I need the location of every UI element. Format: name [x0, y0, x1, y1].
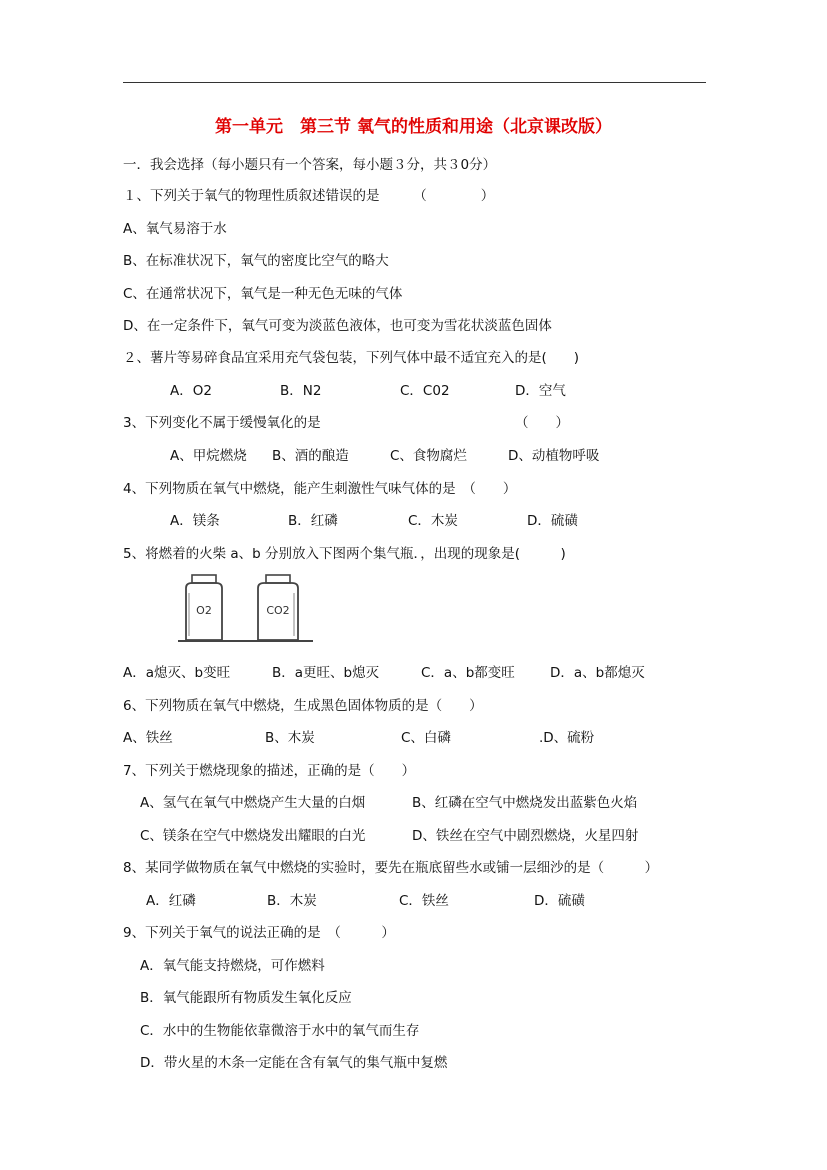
question-1-option-c: C、在通常状况下，氧气是一种无色无味的气体 [123, 286, 403, 302]
question-7-option-a: A、氢气在氧气中燃烧产生大量的白烟 [140, 795, 366, 811]
question-5-option-c: C．a、b都变旺 [421, 665, 515, 681]
question-2-stem: ２、薯片等易碎食品宜采用充气袋包装，下列气体中最不适宜充入的是( ) [123, 350, 580, 366]
question-7-option-c: C、镁条在空气中燃烧发出耀眼的白光 [140, 828, 366, 844]
question-8-stem: 8、某同学做物质在氧气中燃烧的实验时，要先在瓶底留些水或铺一层细沙的是（ ） [123, 860, 659, 876]
question-5-option-d: D．a、b都熄灭 [550, 665, 645, 681]
question-3-option-a: A、甲烷燃烧 [170, 448, 247, 464]
question-5-stem: 5、将燃着的火柴 a、b 分别放入下图两个集气瓶．，出现的现象是( ) [123, 546, 566, 562]
question-5-option-b: B．a更旺、b熄灭 [272, 665, 380, 681]
question-1-option-d: D、在一定条件下，氧气可变为淡蓝色液体，也可变为雪花状淡蓝色固体 [123, 318, 552, 334]
question-6-option-a: A、铁丝 [123, 730, 173, 746]
section-heading: 一．我会选择（每小题只有一个答案，每小题３分，共３0分） [123, 157, 497, 173]
question-1-option-b: B、在标准状况下，氧气的密度比空气的略大 [123, 253, 389, 269]
question-1-option-a: A、氧气易溶于水 [123, 221, 227, 237]
question-3-option-c: C、食物腐烂 [390, 448, 467, 464]
question-7-option-b: B、红磷在空气中燃烧发出蓝紫色火焰 [412, 795, 638, 811]
page-title: 第一单元 第三节 氧气的性质和用途（北京课改版） [215, 117, 612, 137]
oxygen-jar-icon [186, 575, 222, 640]
question-8-option-a: A．红磷 [146, 893, 196, 909]
question-4-option-b: B．红磷 [288, 513, 338, 529]
question-8-option-c: C．铁丝 [399, 893, 449, 909]
gas-jars-figure [178, 568, 313, 646]
question-3-option-d: D、动植物呼吸 [508, 448, 600, 464]
question-4-option-d: D．硫磺 [527, 513, 578, 529]
header-rule [123, 82, 706, 83]
question-7-option-d: D、铁丝在空气中剧烈燃烧，火星四射 [412, 828, 639, 844]
question-6-option-d: .D、硫粉 [539, 730, 595, 746]
question-9-option-a: A．氧气能支持燃烧，可作燃料 [140, 958, 325, 974]
question-8-option-b: B．木炭 [267, 893, 317, 909]
question-6-option-c: C、白磷 [401, 730, 451, 746]
question-9-option-d: D．带火星的木条一定能在含有氧气的集气瓶中复燃 [140, 1055, 448, 1071]
carbon-dioxide-jar-label: CO2 [266, 604, 290, 617]
question-2-option-b: B．N2 [280, 383, 322, 399]
question-9-option-b: B．氧气能跟所有物质发生氧化反应 [140, 990, 352, 1006]
question-4-option-a: A．镁条 [170, 513, 220, 529]
question-6-stem: 6、下列物质在氧气中燃烧，生成黑色固体物质的是（ ） [123, 698, 483, 714]
question-9-option-c: C．水中的生物能依靠微溶于水中的氧气而生存 [140, 1023, 420, 1039]
question-4-stem: 4、下列物质在氧气中燃烧，能产生刺激性气味气体的是 （ ） [123, 481, 517, 497]
question-9-stem: 9、下列关于氧气的说法正确的是 （ ） [123, 925, 395, 941]
question-4-option-c: C．木炭 [408, 513, 458, 529]
question-3-option-b: B、酒的酿造 [272, 448, 349, 464]
question-3-answer-paren: （ ） [515, 415, 569, 431]
question-7-stem: 7、下列关于燃烧现象的描述，正确的是（ ） [123, 763, 416, 779]
question-8-option-d: D．硫磺 [534, 893, 585, 909]
oxygen-jar-label: O2 [196, 604, 212, 617]
question-5-option-a: A．a熄灭、b变旺 [123, 665, 231, 681]
question-2-option-c: C．C02 [400, 383, 450, 399]
question-2-option-d: D．空气 [515, 383, 566, 399]
question-2-option-a: A．O2 [170, 383, 212, 399]
question-1-stem: １、下列关于氧气的物理性质叙述错误的是 （ ） [123, 188, 495, 204]
question-6-option-b: B、木炭 [265, 730, 315, 746]
question-3-stem: 3、下列变化不属于缓慢氧化的是 [123, 415, 321, 431]
carbon-dioxide-jar-icon [258, 575, 298, 640]
